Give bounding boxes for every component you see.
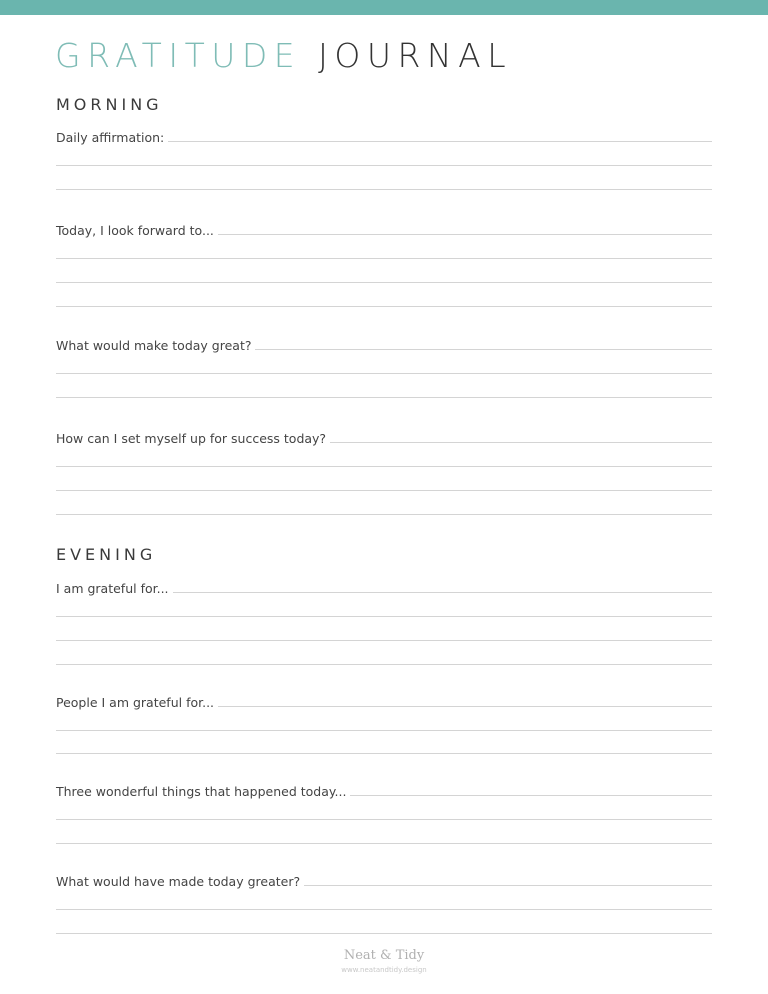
- prompt-made-today-greater[interactable]: [56, 869, 712, 889]
- write-line[interactable]: [56, 258, 712, 259]
- section-heading-morning: MORNING: [56, 95, 163, 114]
- write-line[interactable]: [56, 306, 712, 307]
- write-line[interactable]: [173, 592, 712, 593]
- prompt-label: I am grateful for...: [56, 581, 169, 596]
- prompt-daily-affirmation[interactable]: [56, 125, 712, 145]
- write-line[interactable]: [218, 706, 712, 707]
- prompt-grateful-for[interactable]: [56, 576, 712, 596]
- write-line[interactable]: [56, 514, 712, 515]
- write-line[interactable]: [218, 234, 712, 235]
- footer-brand-logo: Neat & Tidy: [343, 948, 425, 963]
- write-line[interactable]: [56, 730, 712, 731]
- prompt-label: Three wonderful things that happened today...: [56, 784, 347, 799]
- prompt-label: What would make today great?: [56, 338, 252, 353]
- title-gratitude: GRATITUDE: [55, 36, 302, 75]
- write-line[interactable]: [255, 349, 712, 350]
- footer-url: www.neatandtidy.design: [341, 966, 427, 974]
- prompt-label: Today, I look forward to...: [56, 223, 214, 238]
- prompt-people-grateful[interactable]: [56, 690, 712, 710]
- write-line[interactable]: [56, 282, 712, 283]
- write-line[interactable]: [56, 616, 712, 617]
- write-line[interactable]: [168, 141, 712, 142]
- write-line[interactable]: [56, 397, 712, 398]
- prompt-look-forward[interactable]: [56, 218, 712, 238]
- write-line[interactable]: [330, 442, 712, 443]
- write-line[interactable]: [56, 373, 712, 374]
- write-line[interactable]: [56, 640, 712, 641]
- title-journal: JOURNAL: [318, 36, 513, 75]
- prompt-label: Daily affirmation:: [56, 130, 165, 145]
- write-line[interactable]: [56, 933, 712, 934]
- page-title: [55, 36, 512, 75]
- write-line[interactable]: [56, 165, 712, 166]
- prompt-set-up-success[interactable]: [56, 426, 712, 446]
- write-line[interactable]: [350, 795, 712, 796]
- write-line[interactable]: [56, 753, 712, 754]
- prompt-label: How can I set myself up for success today?: [56, 431, 327, 446]
- write-line[interactable]: [56, 909, 712, 910]
- top-accent-bar: [0, 0, 768, 15]
- prompt-three-wonderful-things[interactable]: [56, 779, 712, 799]
- section-heading-evening: EVENING: [56, 545, 157, 564]
- write-line[interactable]: [304, 885, 712, 886]
- write-line[interactable]: [56, 664, 712, 665]
- write-line[interactable]: [56, 189, 712, 190]
- write-line[interactable]: [56, 490, 712, 491]
- write-line[interactable]: [56, 466, 712, 467]
- write-line[interactable]: [56, 843, 712, 844]
- write-line[interactable]: [56, 819, 712, 820]
- prompt-label: People I am grateful for...: [56, 695, 215, 710]
- prompt-label: What would have made today greater?: [56, 874, 301, 889]
- prompt-make-today-great[interactable]: [56, 333, 712, 353]
